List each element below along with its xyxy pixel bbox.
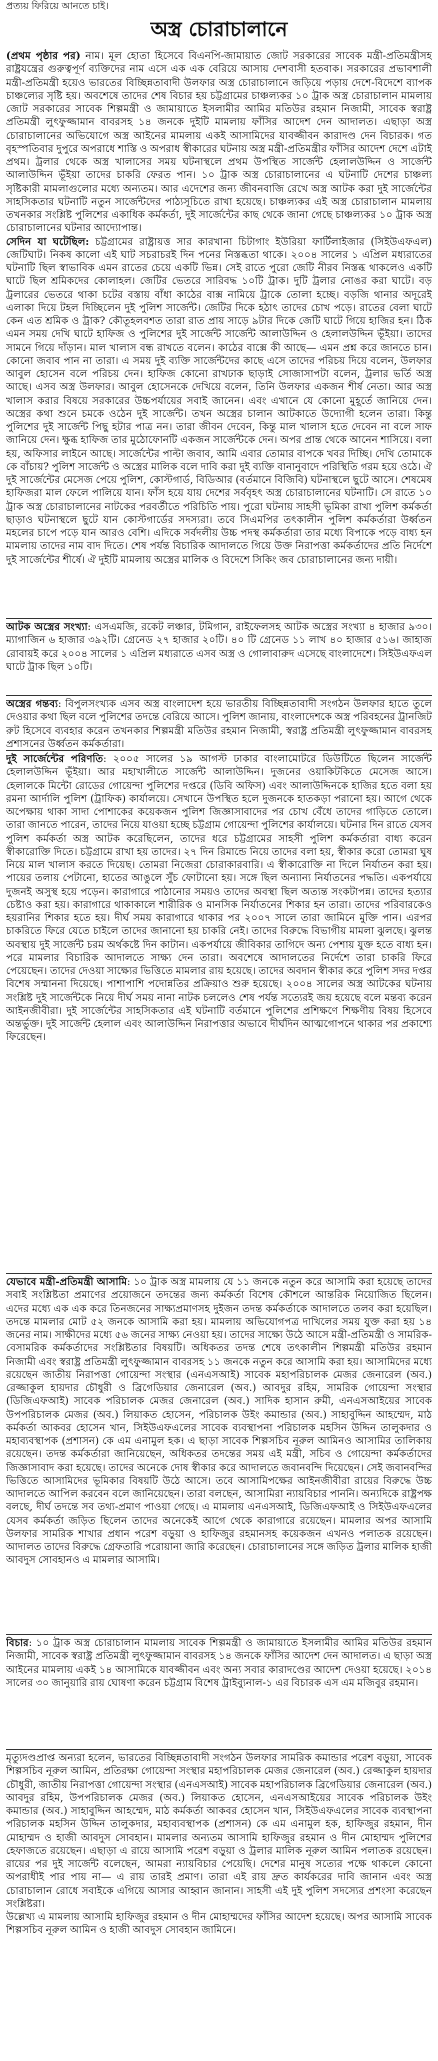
article-section <box>6 1273 432 1634</box>
paragraph-text: : ১০ ট্রাক অস্ত্র চোরাচালান মামলায় সাবেক শিল্পমন্ত্রী ও জামায়াতে ইসলামীর আমির মতিউর রহমান নিজামী, সাবেক স্বরাষ্ট্র প্রতিমন্ত্রী লুৎফুজ্জামান বাবরসহ ১৪ জনকে ফাঁসির আদেশ দেন আদালত। এ ছাড়া অস্ত্র আইনের মামলায় একই ১৪ আসামিকে যাবজ্জীবন এবং অন্য সবার কারাদণ্ডের আদেশ দেওয়া হয়েছে। ২০১৪ সালের ৩০ জানুয়ারি রায় ঘোষণা করেন চট্টগ্রাম বিশেষ ট্রাইব্যুনাল-১ এর বিচারক এস এম মজিবুর রহমান। <box>6 1638 432 1689</box>
paragraph-text: উল্লেখ্য এ মামলায় আসামি হাফিজুর রহমান ও দীন মোহাম্মদের ফাঁসির আদেশ হয়েছে। অপর আসামি সাবেক শিল্পসচিব নূরুল আমিন ও হাজী আবদুস সোবহান জামিনে। <box>6 1912 432 1937</box>
section-subhead: অস্ত্রের গন্তব্য <box>6 698 58 710</box>
article-paragraph <box>6 753 432 1045</box>
article-paragraph <box>6 621 432 674</box>
article-section <box>6 1634 432 1749</box>
previous-article-tail: প্রত্যয় ফিরিয়ে আনতে চাই। <box>6 1 109 12</box>
section-subhead: যেভাবে মন্ত্রী-প্রতিমন্ত্রী আসামি <box>6 1276 128 1288</box>
article-section <box>6 1749 432 1952</box>
paragraph-text: : ২০০৫ সালের ১৯ আগস্ট ঢাকার বাংলামোটরে ডিউটিতে ছিলেন সার্জেন্ট হেলালউদ্দিন ভূঁইয়া। আর মহাখালীতে সার্জেন্ট আলাউদ্দিন। দুজনের ওয়াকিটকিতে মেসেজ আসে। হেলালকে মিন্টো রোডের গোয়েন্দা পুলিশের দপ্তরে (ডিবি অফিস) এবং আলাউদ্দিনকে হাজির হতে বলা হয় রমনা আর্দালি পুলিশ (ট্রাফিক) কার্যালয়ে। সেখানে উপস্থিত হলে দুজনকে হাতকড়া পরানো হয়। আগে থেকে অপেক্ষায় থাকা সাদা পোশাকের কয়েকজন পুলিশ জিজ্ঞাসাবাদের পর চোখ বেঁধে তাদের গাড়িতে তোলে। তারা জানতে পারেন, তাদের নিয়ে যাওয়া হচ্ছে চট্টগ্রাম গোয়েন্দা পুলিশের কার্যালয়ে। ঘটনার দিন রাতে যেসব পুলিশ কর্মকর্তা অস্ত্র আটক করেছিলেন, তাদের ধরে চট্টগ্রামের সাহসী পুলিশ কর্মকর্তারা বাধ্য করেন স্বীকারোক্তি দিতে। চট্টগ্রামে রাখা হয় তাদের। ২৭ দিন রিমান্ডে নিয়ে তাদের বলা হয়, স্বীকার করো তোমরা ঘুষ নিয়ে মাল খালাস করতে দিয়েছ। তোমরা নিজেরা চোরাকারবারি। এ স্বীকারোক্তি না দিলে নির্যাতন করা হয়। পায়ের তলায় পেটানো, হাতের আঙুলে সুঁচ ফোটানো হয়। সঙ্গে ছিল অন্যান্য নির্যাতনের পদ্ধতি। একপর্যায়ে দুজনই অসুস্থ হয়ে পড়েন। কারাগারে পাঠানোর সময়ও তাদের অবস্থা ছিল অত্যন্ত সংকটাপন্ন। তাদের হত্যার চেষ্টাও করা হয়। কারাগারে থাকাকালে শারীরিক ও মানসিক নির্যাতনের শিকার হন তারা। তাদের পরিবারকেও হয়রানির শিকার হতে হয়। দীর্ঘ সময় কারাগারে থাকার পর ২০০৭ সালে তারা জামিনে মুক্তি পান। এরপর চাকরিতে ফিরে যেতে চাইলে তাদের জানানো হয় চাকরি নেই। তাদের বিরুদ্ধে বিভাগীয় মামলা ঝুলছে। ঝুলন্ত অবস্থায় দুই সার্জেন্ট চরম অর্থকষ্টে দিন কাটান। একপর্যায়ে জীবিকার তাগিদে অন্য পেশায় যুক্ত হতে বাধ্য হন। পরে মামলার বিচারিক আদালতে সাক্ষ্য দেন তারা। অবশেষে আদালতের নির্দেশে তারা চাকরি ফিরে পেয়েছেন। তাদের দেওয়া সাক্ষ্যের ভিত্তিতে মামলার রায় হয়েছে। তাদের অবদান স্বীকার করে পুলিশ সদর দপ্তর বিশেষ সম্মাননা দিয়েছে। পাশাপাশি পদোন্নতির প্রক্রিয়াও শুরু হয়েছে। ২০০৪ সালের অস্ত্র আটকের ঘটনায় সংশ্লিষ্ট দুই সার্জেন্টকে নিয়ে দীর্ঘ সময় নানা নাটক চললেও শেষ পর্যন্ত সত্যেরই জয় হয়েছে বলে মন্তব্য করেন আইনজীবীরা। দুই সার্জেন্টের সাহসিকতার এই ঘটনাটি বর্তমানে পুলিশের প্রশিক্ষণে শিক্ষণীয় বিষয় হিসেবে অন্তর্ভুক্ত। দুই সার্জেন্ট হেলাল এবং আলাউদ্দিন নিরাপত্তার অভাবে দীর্ঘদিন আত্মগোপনে থাকার পর প্রকাশ্যে ফিরেছেন। <box>6 754 432 1044</box>
article-paragraph <box>6 1752 432 1911</box>
article-paragraph <box>6 236 432 567</box>
article-section <box>6 618 432 695</box>
section-subhead: (প্রথম পৃষ্ঠার পর) <box>6 50 81 62</box>
article-section <box>6 48 432 618</box>
article-body <box>6 48 432 1952</box>
paragraph-text: : এসএমজি, রকেট লঞ্চার, টমিগান, রাইফেলসহ আটক অস্ত্রের সংখ্যা ৪ হাজার ৯৩০। ম্যাগাজিন ৬ হাজার ৩৯২টি। গ্রেনেড ২৭ হাজার ২০টি। ৪০ টি গ্রেনেড ১১ লাখ ৪০ হাজার ৫১৬। জাহাজ রোবায়ই করে ২০০৪ সালের ১ এপ্রিল মধ্যরাতে এসব অস্ত্র ও গোলাবারুদ এসেছে বাংলাদেশে। সিইউএফএল ঘাটে ট্রাক ছিল ১০টি। <box>6 622 432 673</box>
section-subhead: সেদিন যা ঘটেছিল: <box>6 235 90 248</box>
article-paragraph <box>6 50 432 236</box>
section-subhead: বিচার <box>6 1637 29 1649</box>
section-subhead: আটক অস্ত্রের সংখ্যা <box>6 621 88 633</box>
paragraph-text: নাম। মূল হোতা হিসেবে বিএনপি-জামায়াত জোট সরকারের সাবেক মন্ত্রী-প্রতিমন্ত্রীসহ রাষ্ট্রযন্ত্রের গুরুত্বপূর্ণ ব্যক্তিদের নাম এসে এক এক বেরিয়ে আসায় দেশবাসী হতবাক। সরকারের প্রভাবশালী মন্ত্রী-প্রতিমন্ত্রী হয়েও ভারতের বিচ্ছিন্নতাবাদী উলফার অস্ত্র চোরাচালানে জড়িয়ে পড়ায় দেশে-বিদেশে ব্যাপক চাঞ্চল্যের সৃষ্টি হয়। অবশেষে তাদের শেষ বিচার হয় চট্টগ্রামের চাঞ্চল্যকর ১০ ট্রাক অস্ত্র চোরাচালান মামলায় জোট সরকারের সাবেক শিল্পমন্ত্রী ও জামায়াতে ইসলামীর আমির মতিউর রহমান নিজামী, সাবেক স্বরাষ্ট্র প্রতিমন্ত্রী লুৎফুজ্জামান বাবরসহ ১৪ জনকে দুইটি মামলায় ফাঁসির আদেশ দেন আদালত। এছাড়া অস্ত্র চোরাচালানের অভিযোগে অস্ত্র আইনের মামলায় একই আসামিদের যাবজ্জীবন কারাদণ্ড দেন বিচারক। গত বৃহস্পতিবার দুপুরে অপরাধে শাস্তি ও অপরাধ স্বীকারের ঘটনায় অস্ত্র মন্ত্রী-প্রতিমন্ত্রীর ফাঁসির আদেশ দেশে এটাই প্রথম। ট্রলার থেকে অস্ত্র খালাসের সময় ঘটনাস্থলে প্রথম উপস্থিত সার্জেন্ট হেলালউদ্দিন ও সার্জেন্ট আলাউদ্দিন ভূঁইয়া তাদের চাকরি ফেরত পান। ১০ ট্রাক অস্ত্র চোরাচালানের এ ঘটনাটি দেশের চাঞ্চল্য সৃষ্টিকারী মামলাগুলোর মধ্যে অন্যতম। আর এদেশের জন্য জীবনবাজি রেখে অস্ত্র আটক করা দুই সার্জেন্টের সাহসিকতার ঘটনাটি নতুন সার্জেন্টদের পাঠ্যসূচিতে রাখা হয়েছে। চাঞ্চল্যকর এই অস্ত্র চোরাচালান মামলায় তখনকার সংশ্লিষ্ট পুলিশের একাধিক কর্মকর্তা, দুই সার্জেন্টের কাছ থেকে জানা গেছে চাঞ্চল্যকর ১০ ট্রাক অস্ত্র চোরাচালানের ঘটনার আদ্যোপান্ত। <box>6 51 432 235</box>
article-section <box>6 750 432 1273</box>
article-paragraph <box>6 1911 432 1938</box>
article-paragraph <box>6 1276 432 1568</box>
article-paragraph <box>6 698 432 750</box>
paragraph-text: মৃত্যুদণ্ডপ্রাপ্ত অন্যরা হলেন, ভারতের বিচ্ছিন্নতাবাদী সংগঠন উলফার সামরিক কমান্ডার পরেশ বড়ুয়া, সাবেক শিল্পসচিব নূরুল আমিন, প্রতিরক্ষা গোয়েন্দা সংস্থার মহাপরিচালক মেজর জেনারেল (অব.) রেজ্জাকুল হায়দার চৌধুরী, জাতীয় নিরাপত্তা গোয়েন্দা সংস্থার (এনএসআই) সাবেক মহাপরিচালক ব্রিগেডিয়ার জেনারেল (অব.) আবদুর রহিম, উপপরিচালক মেজর (অব.) লিয়াকত হোসেন, এনএসআইয়ের সাবেক পরিচালক উইং কমান্ডার (অব.) সাহাবুদ্দিন আহম্মেদ, মাঠ কর্মকর্তা আকবর হোসেন খান, সিইউএফএলের সাবেক ব্যবস্থাপনা পরিচালক মহসিন উদ্দিন তালুকদার, মহাব্যবস্থাপক (প্রশাসন) কে এম এনামুল হক, হাফিজুর রহমান, দীন মোহাম্মদ ও হাজী আবদুস সোবহান। মামলার অন্যতম আসামি হাফিজুর রহমান ও দীন মোহাম্মদ পুলিশের হেফাজতে রয়েছেন। এছাড়া এ রায়ে আসামি পরেশ বড়ুয়া ও ট্রলার মালিক নূরুল আমিন পলাতক রয়েছেন। রায়ের পর দুই সার্জেন্ট বলেছেন, আমরা ন্যায়বিচার পেয়েছি। দেশের মানুষ সত্যের পক্ষে থাকলে কোনো অপরাধীই পার পায় না— এ রায় তারই প্রমাণ। তারা এই রায় দ্রুত কার্যকরের দাবি জানান এবং অস্ত্র চোরাচালান রোধে সবাইকে এগিয়ে আসার আহ্বান জানান। সাহসী এই দুই পুলিশ সদস্যের প্রশংসা করেছেন সংশ্লিষ্টরা। <box>6 1753 432 1910</box>
paragraph-text: : ১০ ট্রাক অস্ত্র মামলায় যে ১১ জনকে নতুন করে আসামি করা হয়েছে তাদের সবাই সংশ্লিষ্টতা প্রমাণের প্রয়োজনে তদন্তের জন্য কর্মকর্তা বিশেষ কৌশলে আন্তরিক নিয়োজিত ছিলেন। এদের মধ্যে এক এক করে তিনজনের সাক্ষ্যপ্রমাণসহ দুইজন তদন্ত কর্মকর্তাকে আদালতে তলব করা হয়েছিল। তদন্তে মামলার মোট ৫২ জনকে আসামি করা হয়। মামলায় অভিযোগপত্র দাখিলের সময় যুক্ত করা হয় ১৪ জনের নাম। সাক্ষীদের মধ্যে ৫৬ জনের সাক্ষ্য নেওয়া হয়। তাদের সাক্ষ্যে উঠে আসে মন্ত্রী-প্রতিমন্ত্রী ও সামরিক-বেসামরিক কর্মকর্তাদের সংশ্লিষ্টতার বিষয়টি। অধিকতর তদন্ত শেষে তৎকালীন শিল্পমন্ত্রী মতিউর রহমান নিজামী এবং স্বরাষ্ট্র প্রতিমন্ত্রী লুৎফুজ্জামান বাবরসহ ১১ জনকে নতুন করে আসামি করা হয়। আসামিদের মধ্যে রয়েছেন জাতীয় নিরাপত্তা গোয়েন্দা সংস্থার (এনএসআই) সাবেক মহাপরিচালক মেজর জেনারেল (অব.) রেজ্জাকুল হায়দার চৌধুরী ও ব্রিগেডিয়ার জেনারেল (অব.) আবদুর রহিম, সামরিক গোয়েন্দা সংস্থার (ডিজিএফআই) সাবেক পরিচালক মেজর জেনারেল (অব.) সাদিক হাসান রুমী, এনএসআইয়ের সাবেক উপপরিচালক মেজর (অব.) লিয়াকত হোসেন, পরিচালক উইং কমান্ডার (অব.) সাহাবুদ্দিন আহম্মেদ, মাঠ কর্মকর্তা আকবর হোসেন খান, সিইউএফএলের সাবেক ব্যবস্থাপনা পরিচালক মহসিন উদ্দিন তালুকদার ও মহাব্যবস্থাপক (প্রশাসন) কে এম এনামুল হক। এ ছাড়া সাবেক শিল্পসচিব নূরুল আমিনও আসামির তালিকায় রয়েছেন। তদন্ত কর্মকর্তারা জানিয়েছেন, অধিকতর তদন্তের সময় এই মন্ত্রী, সচিব ও গোয়েন্দা কর্মকর্তাদের জিজ্ঞাসাবাদ করা হয়েছে। তাদের অনেকে দোষ স্বীকার করে আদালতে জবানবন্দি দিয়েছেন। সেই জবানবন্দির ভিত্তিতে আসামিদের ভূমিকার বিষয়টি উঠে আসে। তবে আসামিপক্ষের আইনজীবীরা রায়ের বিরুদ্ধে উচ্চ আদালতে আপিল করবেন বলে জানিয়েছেন। তারা বলছেন, আসামিরা ন্যায়বিচার পাননি। অন্যদিকে রাষ্ট্রপক্ষ বলছে, দীর্ঘ তদন্তে সব তথ্য-প্রমাণ পাওয়া গেছে। এ মামলায় এনএসআই, ডিজিএফআই ও সিইউএফএলের যেসব কর্মকর্তা জড়িত ছিলেন তাদের অনেকেই আগে থেকে কারাগারে রয়েছেন। মামলার অপর আসামি উলফার সামরিক শাখার প্রধান পরেশ বড়ুয়া ও হাফিজুর রহমানসহ কয়েকজন এখনও পলাতক রয়েছেন। আদালত তাদের বিরুদ্ধে গ্রেফতারি পরোয়ানা জারি করেছেন। চোরাচালানের সঙ্গে জড়িত ট্রলার মালিক হাজী আবদুস সোবহানও এ মামলার আসামি। <box>6 1277 432 1567</box>
article-paragraph <box>6 1637 432 1690</box>
section-subhead: দুই সার্জেন্টের পরিণতি <box>6 753 104 765</box>
paragraph-text: চট্টগ্রামের রাষ্ট্রায়ত্ত সার কারখানা চিটাগাং ইউরিয়া ফার্টিলাইজার (সিইউএফএল) জেটিঘাট। নিকষ কালো এই ঘাট সচরাচরই দিন পনের নিস্তব্ধতা থাকে। ২০০৪ সালের ১ এপ্রিল মধ্যরাতের ঘটনাটি ছিল স্বাভাবিক এমন রাতের চেয়ে একটি ভিন্ন। সেই রাতে পুরো জেটি নীরব নিস্তব্ধ থাকলেও একটি ঘাটে ছিল শ্রমিকদের কোলাহল। জেটির ভেতরে সারিবদ্ধ ১০টি ট্রাক। দুটি ট্রলার নোঙর করা ঘাটে। বড় ট্রলারের ভেতরে থাকা চটের বস্তায় বাঁধা কাঠের বাক্স নামিয়ে ট্রাকে তোলা হচ্ছে। বড়জি থানার অদূরেই এলাকা দিয়ে টহল দিচ্ছিলেন দুই পুলিশ সার্জেন্ট। জেটির দিকে হঠাৎ তাদের চোখ পড়ে। রাতের বেলা ঘাটে কেন এত শ্রমিক ও ট্রাক? কৌতূহলবশত তারা রাত প্রায় সাড়ে ৯টার দিকে জেটি ঘাটে গিয়ে হাজির হন। ঠিক এমন সময় দেখি ঘাটে হাফিজ ও পুলিশের দুই সার্জেন্ট সার্জেন্ট আলাউদ্দিন ও হেলালউদ্দিন ভূঁইয়া। তাদের সামনে গিয়ে দাঁড়ান। মাল খালাস বন্ধ রাখতে বলেন। কাঠের বাক্সে কী আছে— এমন প্রশ্ন করে জানতে চান। কোনো জবাব পান না তারা। এ সময় দুই ব্যক্তি সার্জেন্টদের কাছে এসে তাদের পরিচয় দিয়ে বলেন, উলফার আবুল হোসেন বলে পরিচয় দেন। হাফিজ কোনো রাখঢাক ছাড়াই সোজাসাপটা বলেন, ট্রলার ভর্তি অস্ত্র আছে। এসব অস্ত্র উলফার। আবুল হোসেনকে দেখিয়ে বলেন, তিনি উলফার একজন শীর্ষ নেতা। আর অস্ত্র খালাস করার বিষয়ে সরকারের উচ্চপর্যায়ের সবাই জানেন। এবং এখানে যে কোনো মুহূর্তে জানিয়ে দেন। অস্ত্রের কথা শুনে চমকে ওঠেন দুই সার্জেন্ট। তখন অস্ত্রের চালান আটকাতে উদ্যোগী হলেন তারা। কিন্তু পুলিশের দুই সার্জেন্ট পিছু হটার পাত্র নন। তারা জীবন দেবেন, কিন্তু মাল খালাস হতে দেবেন না বলে সাফ জানিয়ে দেন। ক্ষুব্ধ হাফিজ তার মুঠোফোনটি একজন সার্জেন্টকে দেন। অপর প্রান্ত থেকে আনেন শাসিয়ে। বলা হয়, অফিসার লাইনে আছে। সার্জেন্টের পাল্টা জবাব, আমি এবার তোমার বাপকে খবর দিচ্ছি। দেখি তোমাকে কে বাঁচায়? পুলিশ সার্জেন্ট ও অস্ত্রের মালিক বলে দাবি করা দুই ব্যক্তি বানানুবাদে পরিস্থিতি গরম হয়ে ওঠে। ঐ দুই সার্জেন্টের মেসেজ পেয়ে পুলিশ, কোস্টগার্ড, বিডিআর (বর্তমানে বিজিবি) ঘটনাস্থলে ছুটে আসে। শেষমেষ হাফিজরা মাল ফেলে পালিয়ে যান। ফাঁস হয়ে যায় দেশের সর্ববৃহৎ অস্ত্র চোরাচালানের ঘটনাটি। সে রাতে ১০ ট্রাক অস্ত্র চোরাচালানের নাটকের পরবর্তীতে পরিচিতি পায়। পুরো ঘটনায় সাহসী ভূমিকা রাখা পুলিশ কর্মকর্তা ছাড়াও ঘটনাস্থলে ছুটে যান কোস্টগার্ডের সদস্যরা। তবে সিএমপির তৎকালীন পুলিশ কর্মকর্তারা উর্ধ্বতন মহলের চাপে পড়ে যান আরও বেশি। এদিকে সর্বদলীয় উচ্চ পদস্থ কর্মকর্তারা তার মধ্যে বিপাকে পড়ে বাধ্য হন মামলায় তাদের নাম বাদ দিতে। শেষ পর্যন্ত বিচারিক আদালতে গিয়ে উক্ত নিরাপত্তা কর্মকর্তাদের প্রতি নির্দেশে দুই সার্জেন্টের শীর্ষে। ঐ দুইটি মামলায় অস্ত্রের মালিক ও বিদেশে সিকিং জব চোরাচালানের জন্য দায়ী। <box>6 236 432 566</box>
article-section <box>6 695 432 750</box>
article-headline: অস্ত্র চোরাচালানে <box>150 17 288 41</box>
paragraph-text: : বিপুলসংখ্যক এসব অস্ত্র বাংলাদেশ হয়ে ভারতীয় বিচ্ছিন্নতাবাদী সংগঠন উলফার হাতে তুলে দেওয়ার কথা ছিল বলে পুলিশের তদন্তে বেরিয়ে আসে। পুলিশ জানায়, বাংলাদেশকে অস্ত্র পরিবহনের ট্রানজিট রুট হিসেবে ব্যবহার করেন তখনকার শিল্পমন্ত্রী মতিউর রহমান নিজামী, স্বরাষ্ট্র প্রতিমন্ত্রী লুৎফুজ্জামান বাবরসহ প্রশাসনের উর্ধ্বতন কর্মকর্তারা। <box>6 699 432 750</box>
